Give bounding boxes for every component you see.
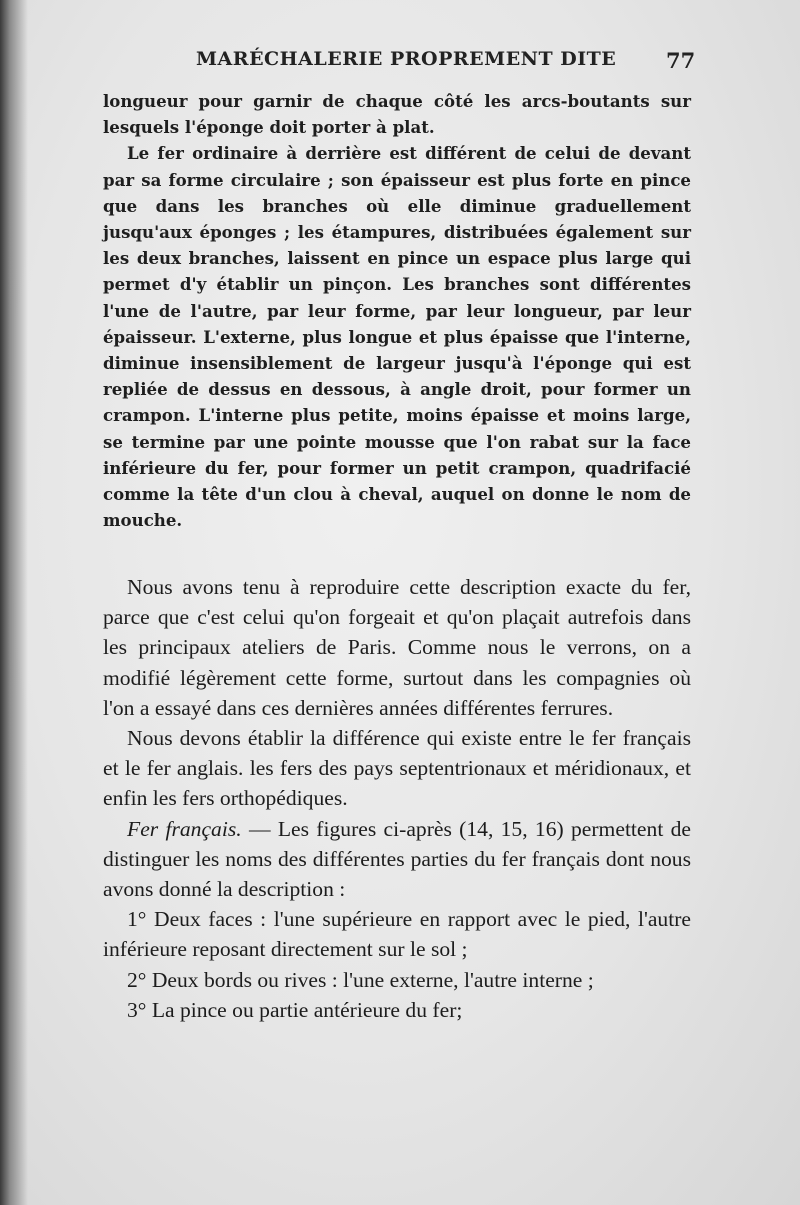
list-item-faces: 1° Deux faces : l'une supérieure en rapport avec le pied, l'autre inférieure reposant directement sur le sol ; — [103, 907, 691, 962]
paragraph-continuation: longueur pour garnir de chaque côté les arcs-boutants sur lesquels l'éponge doit porter à plat. — [103, 91, 691, 138]
list-item-pince: 3° La pince ou partie antérieure du fer; — [127, 997, 463, 1022]
paragraph-description: Nous avons tenu à reproduire cette description exacte du fer, parce que c'est celui qu'on forgeait et qu'on plaçait autrefois dans les principaux ateliers de Paris. Comme nous le verrons, on a modifié légèrement cette forme, surtout dans les compagnies où l'on a essayé dans ces dernières années différentes ferrures. — [103, 575, 691, 720]
paragraph-fer-francais — [103, 814, 691, 905]
paragraph-fer-francais-text: — Les figures ci-après (14, 15, 16) permettent de distinguer les noms des différentes parties du fer français dont nous avons donné la description : — [103, 816, 691, 902]
main-text-section — [103, 572, 691, 1025]
small-print-section — [103, 88, 691, 533]
spine-shadow — [0, 0, 28, 1205]
page-number: 77 — [666, 48, 696, 73]
paragraph-differences: Nous devons établir la différence qui existe entre le fer français et le fer anglais. les fers des pays septentrionaux et méridionaux, et enfin les fers orthopédiques. — [103, 726, 691, 811]
page-header — [0, 44, 800, 78]
section-heading-italic: Fer français. — [127, 816, 242, 841]
list-item-bords: 2° Deux bords ou rives : l'une externe, l'autre interne ; — [127, 967, 594, 992]
running-title: MARÉCHALERIE PROPREMENT DITE — [196, 48, 617, 70]
paragraph-rear-shoe: Le fer ordinaire à derrière est différent de celui de devant par sa forme circulaire ; son épaisseur est plus forte en pince que dans les branches où elle diminue graduellement jusqu'aux éponges ; les étampures, distribuées également sur les deux branches, laissent en pince un espace plus large qui permet d'y établir un pinçon. Les branches sont différentes l'une de l'autre, par leur forme, par leur longueur, par leur épaisseur. L'externe, plus longue et plus épaisse que l'interne, diminue insensiblement de largeur jusqu'à l'éponge qui est repliée de dessus en dessous, à angle droit, pour former un crampon. L'interne plus petite, moins épaisse et moins large, se termine par une pointe mousse que l'on rabat sur la face inférieure du fer, pour former un petit crampon, quadrifacié comme la tête d'un clou à cheval, auquel on donne le nom de mouche. — [103, 143, 691, 531]
